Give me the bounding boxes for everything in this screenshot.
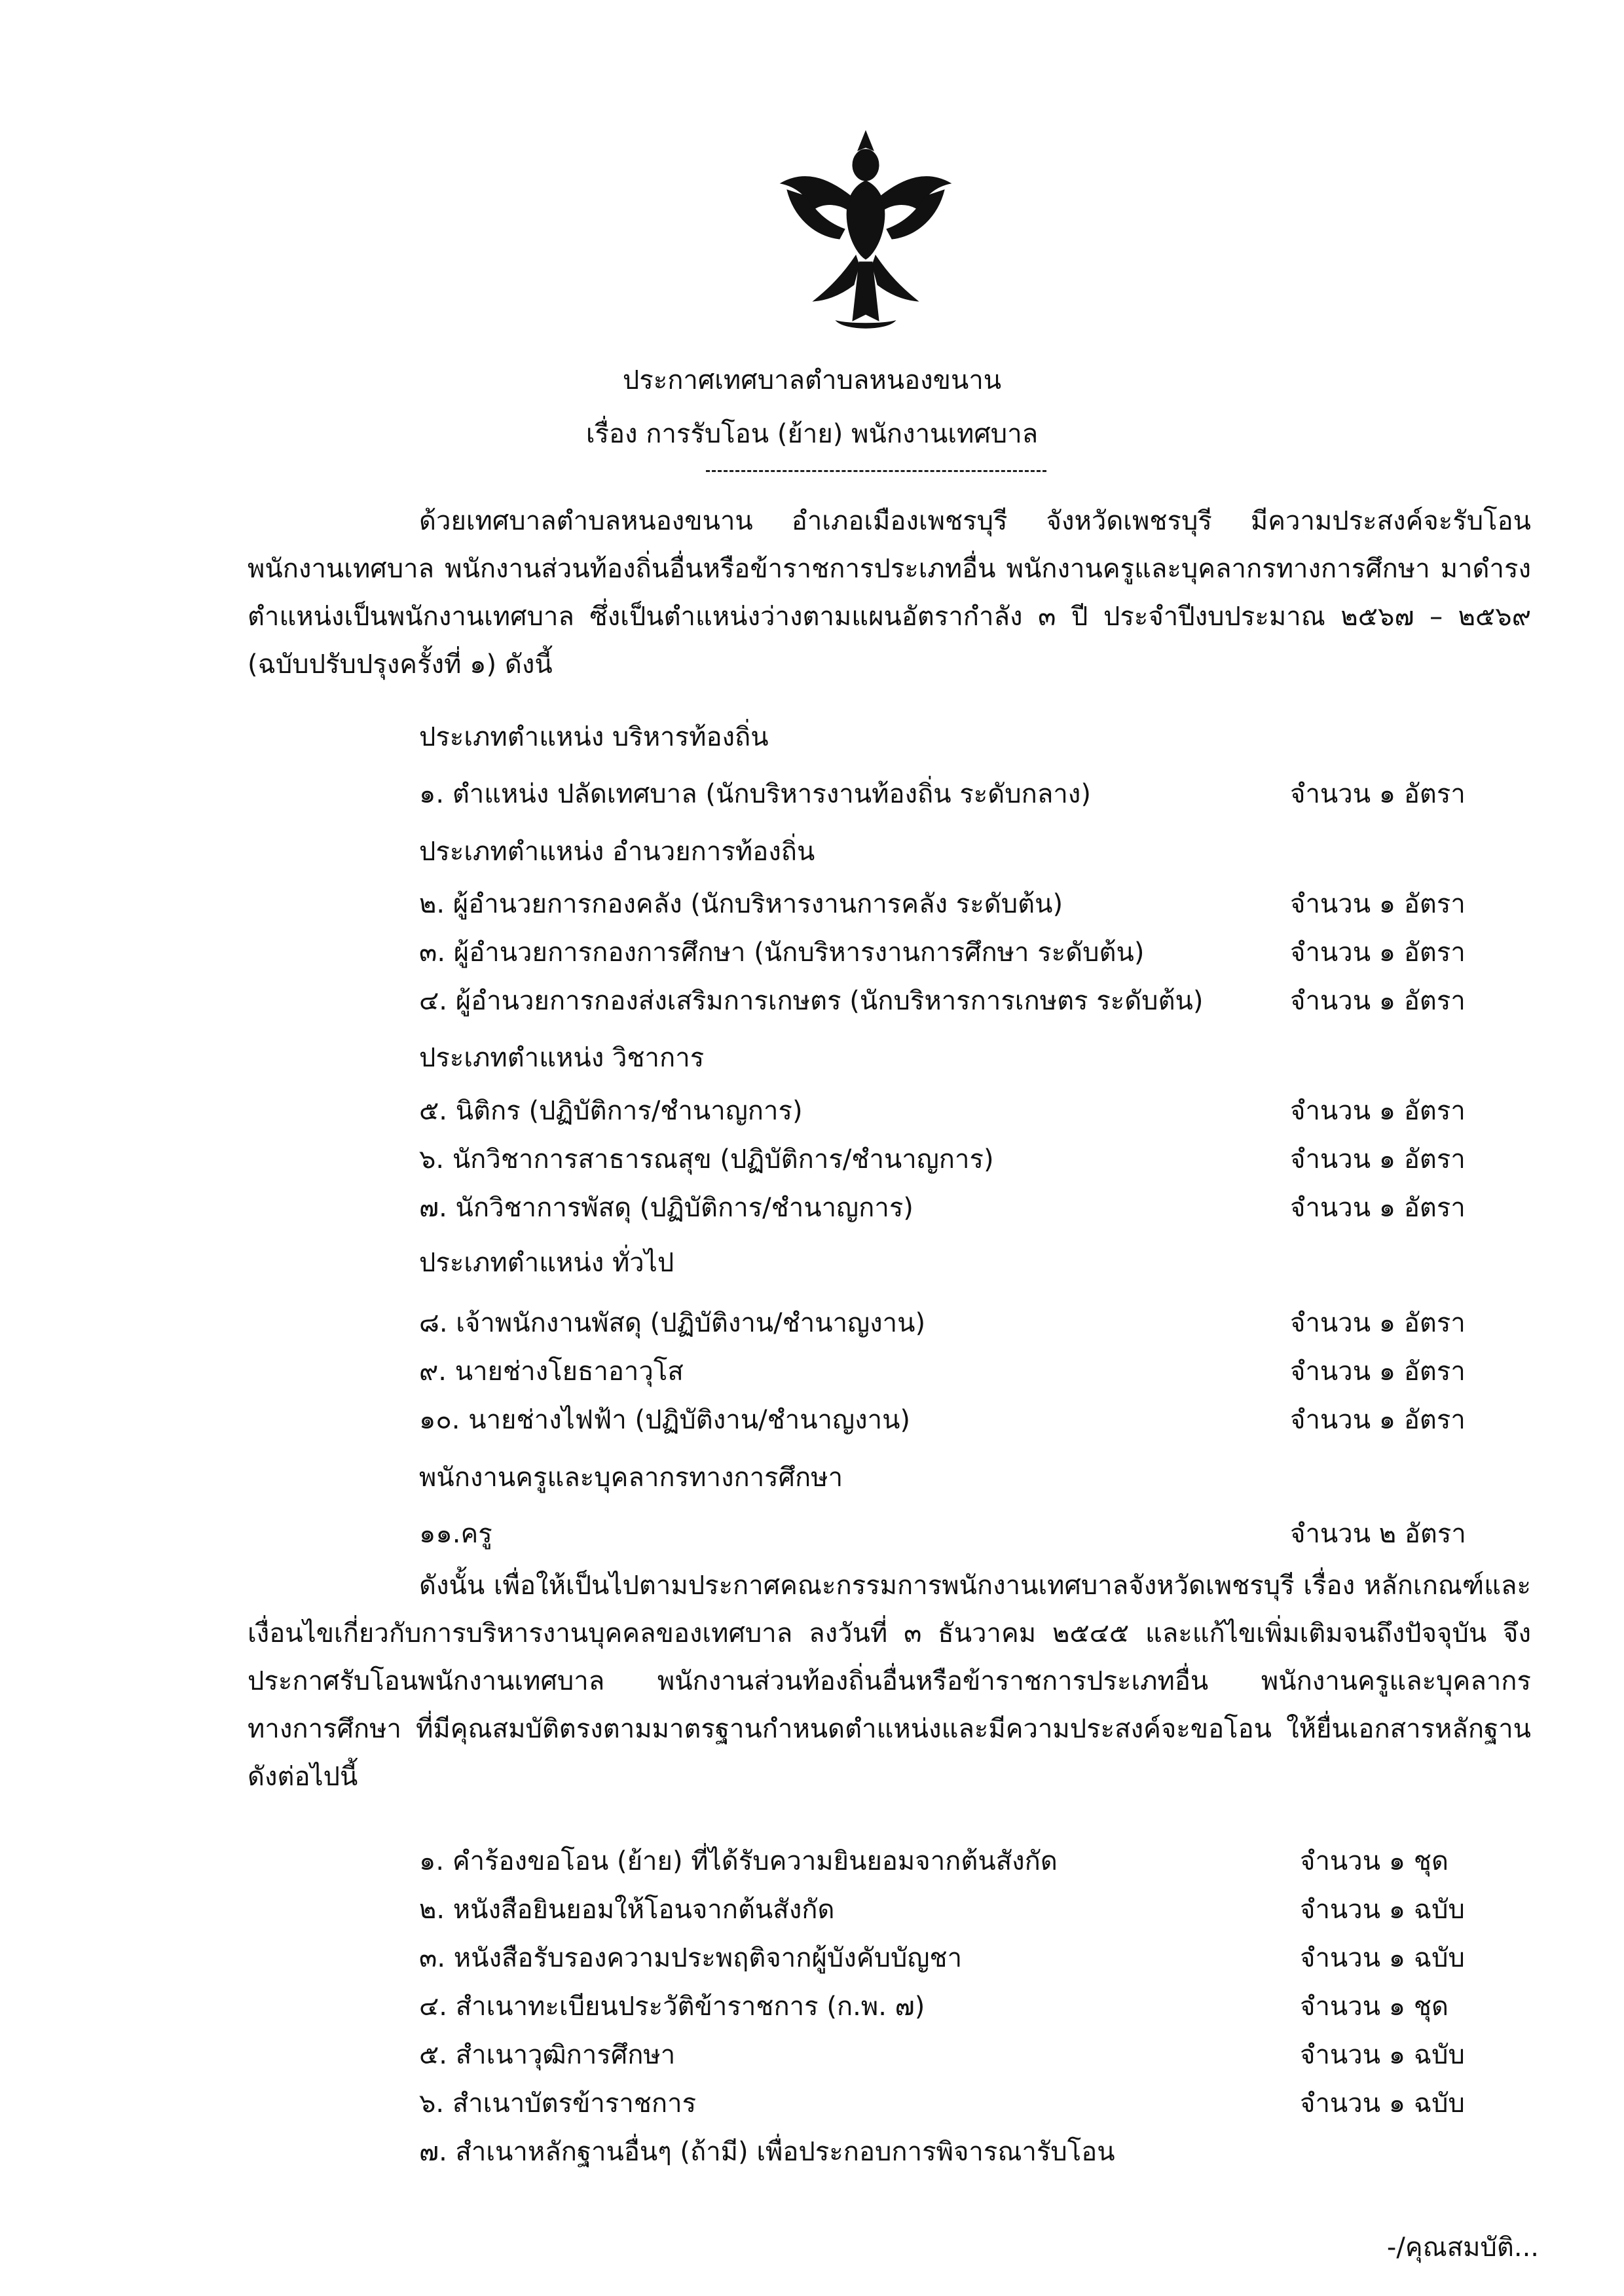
position-count: จำนวน ๑ อัตรา <box>1290 986 1466 1016</box>
document-count: จำนวน ๑ ชุด <box>1300 1992 1449 2022</box>
position-item <box>419 1350 1545 1389</box>
position-count: จำนวน ๑ อัตรา <box>1290 1308 1466 1338</box>
document-label: ๑. คำร้องขอโอน (ย้าย) ที่ได้รับความยินยอมจากต้นสังกัด <box>419 1846 1058 1876</box>
position-item <box>419 1512 1545 1552</box>
document-count: จำนวน ๑ ฉบับ <box>1300 2088 1465 2119</box>
document-count: จำนวน ๑ ฉบับ <box>1300 1895 1465 1925</box>
document-label: ๓. หนังสือรับรองความประพฤติจากผู้บังคับบัญชา <box>419 1943 963 1973</box>
position-item <box>419 773 1545 812</box>
document-item <box>419 1888 1545 1927</box>
continuation-note: -/คุณสมบัติ... <box>1386 2232 1539 2263</box>
position-count: จำนวน ๑ อัตรา <box>1290 1357 1466 1387</box>
position-label: ๑. ตำแหน่ง ปลัดเทศบาล (นักบริหารงานท้องถิ่น ระดับกลาง) <box>419 779 1091 809</box>
document-count: จำนวน ๑ ฉบับ <box>1300 2040 1465 2070</box>
position-label: ๑๑.ครู <box>419 1519 492 1549</box>
position-item <box>419 979 1545 1019</box>
position-label: ๙. นายช่างโยธาอาวุโส <box>419 1357 684 1387</box>
position-count: จำนวน ๑ อัตรา <box>1290 889 1466 919</box>
announcement-subject: เรื่อง การรับโอน (ย้าย) พนักงานเทศบาล <box>585 419 1039 449</box>
position-label: ๕. นิติกร (ปฏิบัติการ/ชำนาญการ) <box>419 1096 803 1126</box>
document-count: จำนวน ๑ ฉบับ <box>1300 1943 1465 1973</box>
title-divider <box>706 470 1046 472</box>
position-item <box>419 1302 1545 1341</box>
document-label: ๒. หนังสือยินยอมให้โอนจากต้นสังกัด <box>419 1895 835 1925</box>
position-label: ๔. ผู้อำนวยการกองส่งเสริมการเกษตร (นักบริหารการเกษตร ระดับต้น) <box>419 986 1204 1016</box>
position-label: ๓. ผู้อำนวยการกองการศึกษา (นักบริหารงานการศึกษา ระดับต้น) <box>419 938 1145 968</box>
position-label: ๘. เจ้าพนักงานพัสดุ (ปฏิบัติงาน/ชำนาญงาน) <box>419 1308 926 1338</box>
document-label: ๕. สำเนาวุฒิการศึกษา <box>419 2040 676 2070</box>
position-count: จำนวน ๑ อัตรา <box>1290 938 1466 968</box>
announcement-title: ประกาศเทศบาลตำบลหนองขนาน <box>622 365 1002 395</box>
position-label: ๗. นักวิชาการพัสดุ (ปฏิบัติการ/ชำนาญการ) <box>419 1193 913 1223</box>
position-label: ๖. นักวิชาการสาธารณสุข (ปฏิบัติการ/ชำนาญการ) <box>419 1144 994 1175</box>
group-heading: ประเภทตำแหน่ง วิชาการ <box>419 1043 705 1073</box>
intro-text: ด้วยเทศบาลตำบลหนองขนาน อำเภอเมืองเพชรบุรี จังหวัดเพชรบุรี มีความประสงค์จะรับโอนพนักงานเทศบาล พนักงานส่วนท้องถิ่นอื่นหรือข้าราชการประเภทอื่น พนักงานครูและบุคลากรทางการศึกษา มาดำรงตำแหน่งเป็นพนักงานเทศบาล ซึ่งเป็นตำแหน่งว่างตามแผนอัตรากำลัง ๓ ปี ประจำปีงบประมาณ ๒๕๖๗ – ๒๕๖๙ (ฉบับปรับปรุงครั้งที่ ๑) ดังนี้ <box>248 506 1531 680</box>
document-label: ๔. สำเนาทะเบียนประวัติข้าราชการ (ก.พ. ๗) <box>419 1992 925 2022</box>
position-count: จำนวน ๒ อัตรา <box>1290 1519 1466 1549</box>
group-heading: ประเภทตำแหน่ง บริหารท้องถิ่น <box>419 722 769 752</box>
position-count: จำนวน ๑ อัตรา <box>1290 1096 1466 1126</box>
document-item <box>419 1840 1545 1879</box>
position-item <box>419 1138 1545 1177</box>
group-heading: ประเภทตำแหน่ง ทั่วไป <box>419 1248 674 1278</box>
document-count: จำนวน ๑ ชุด <box>1300 1846 1449 1876</box>
position-count: จำนวน ๑ อัตรา <box>1290 1405 1466 1435</box>
group-heading: พนักงานครูและบุคลากรทางการศึกษา <box>419 1463 843 1493</box>
document-item <box>419 1937 1545 1976</box>
document-item <box>419 1985 1545 2024</box>
announcement-paragraph <box>248 1562 1531 1801</box>
intro-paragraph <box>248 498 1531 689</box>
position-label: ๒. ผู้อำนวยการกองคลัง (นักบริหารงานการคลัง ระดับต้น) <box>419 889 1063 919</box>
document-label: ๗. สำเนาหลักฐานอื่นๆ (ถ้ามี) เพื่อประกอบการพิจารณารับโอน <box>419 2137 1115 2167</box>
garuda-emblem-icon <box>767 124 964 340</box>
position-label: ๑๐. นายช่างไฟฟ้า (ปฏิบัติงาน/ชำนาญงาน) <box>419 1405 911 1435</box>
position-item <box>419 1089 1545 1129</box>
group-heading: ประเภทตำแหน่ง อำนวยการท้องถิ่น <box>419 837 815 867</box>
position-item <box>419 1398 1545 1438</box>
announcement-text: ดังนั้น เพื่อให้เป็นไปตามประกาศคณะกรรมการพนักงานเทศบาลจังหวัดเพชรบุรี เรื่อง หลักเกณฑ์และเงื่อนไขเกี่ยวกับการบริหารงานบุคคลของเทศบาล ลงวันที่ ๓ ธันวาคม ๒๕๔๕ และแก้ไขเพิ่มเติมจนถึงปัจจุบัน จึงประกาศรับโอนพนักงานเทศบาล พนักงานส่วนท้องถิ่นอื่นหรือข้าราชการประเภทอื่น พนักงานครูและบุคลากรทางการศึกษา ที่มีคุณสมบัติตรงตามมาตรฐานกำหนดตำแหน่งและมีความประสงค์จะขอโอน ให้ยื่นเอกสารหลักฐานดังต่อไปนี้ <box>248 1571 1531 1792</box>
position-count: จำนวน ๑ อัตรา <box>1290 1144 1466 1175</box>
position-item <box>419 1186 1545 1226</box>
document-label: ๖. สำเนาบัตรข้าราชการ <box>419 2088 697 2119</box>
position-count: จำนวน ๑ อัตรา <box>1290 1193 1466 1223</box>
document-item <box>419 2082 1545 2121</box>
position-count: จำนวน ๑ อัตรา <box>1290 779 1466 809</box>
position-item <box>419 931 1545 970</box>
document-item <box>419 2033 1545 2073</box>
document-item <box>419 2130 1545 2170</box>
position-item <box>419 883 1545 922</box>
